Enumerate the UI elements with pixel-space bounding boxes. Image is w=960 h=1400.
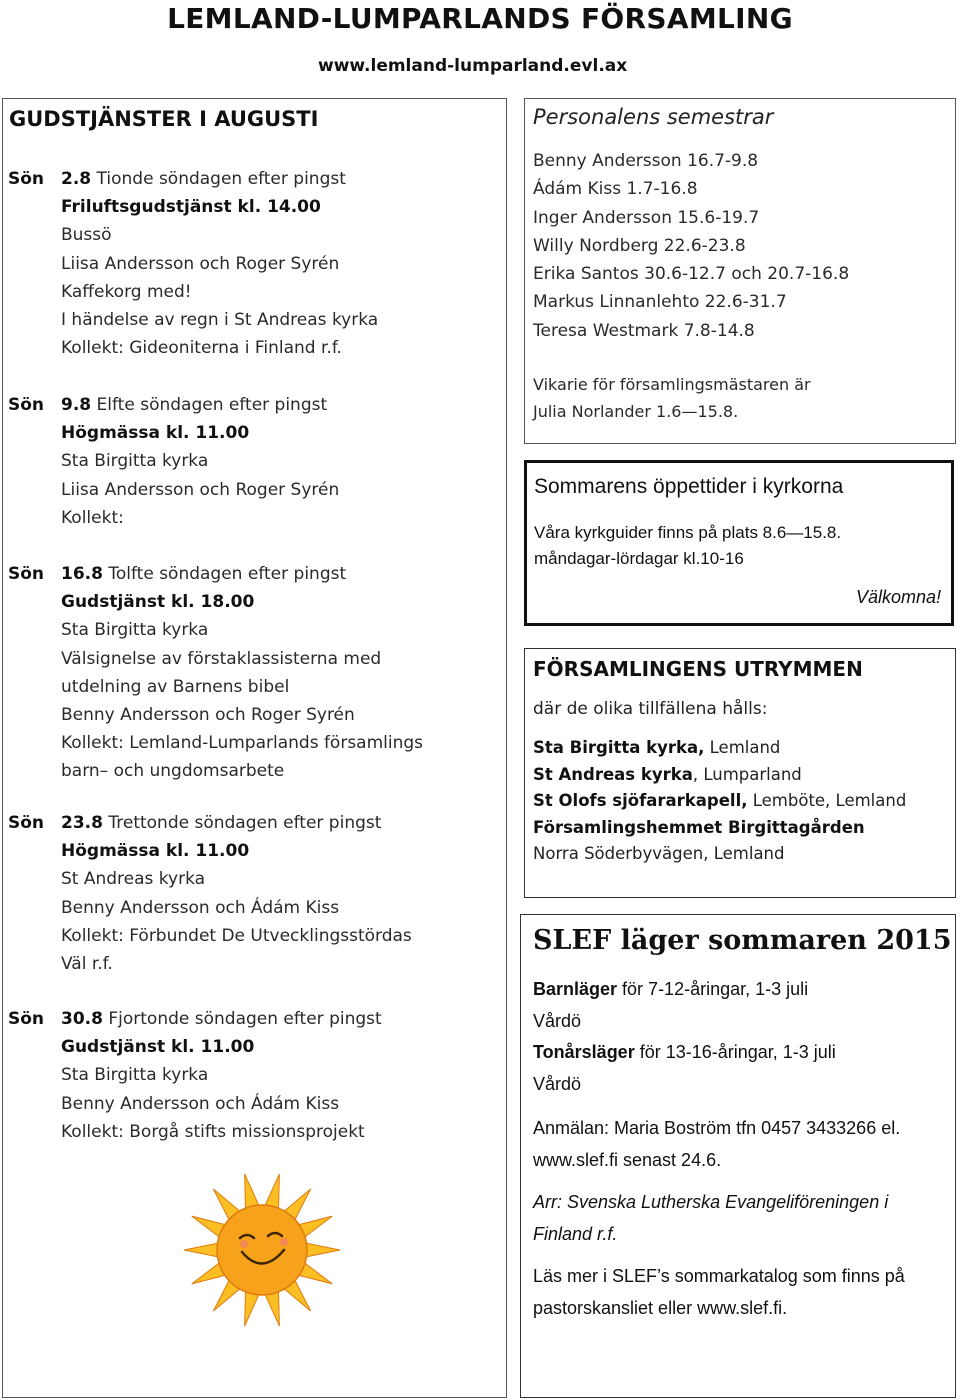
service-heading: Högmässa kl. 11.00	[61, 841, 250, 862]
service-day: Sön	[8, 564, 45, 584]
service-heading: Gudstjänst kl. 11.00	[61, 1037, 255, 1058]
welcome-text: Välkomna!	[855, 587, 941, 607]
camp-place: Vårdö	[533, 1011, 582, 1031]
service-line: Sta Birgitta kyrka	[61, 1065, 209, 1086]
list-item: Willy Nordberg 22.6-23.8	[533, 235, 746, 256]
place-name: St Andreas kyrka	[533, 764, 693, 784]
service-line: Liisa Andersson och Roger Syrén	[61, 479, 340, 500]
list-item: Erika Santos 30.6-12.7 och 20.7-16.8	[533, 264, 850, 285]
service-entry	[8, 809, 503, 978]
substitute-line: Vikarie för församlingsmästaren är	[533, 375, 811, 394]
service-line: Benny Andersson och Roger Syrén	[61, 704, 355, 725]
place-name: Församlingshemmet Birgittagården	[533, 817, 865, 837]
list-item: Teresa Westmark 7.8-14.8	[533, 320, 755, 341]
camp-desc: för 7-12-åringar, 1-3 juli	[617, 979, 809, 999]
service-line: Kaffekorg med!	[61, 281, 192, 302]
service-date: 9.8	[61, 395, 92, 415]
place-location: Lemland	[704, 738, 781, 757]
service-day: Sön	[8, 813, 45, 833]
website-url[interactable]: www.lemland-lumparland.evl.ax	[318, 56, 628, 76]
place-name: St Olofs sjöfararkapell,	[533, 791, 748, 810]
organizer-line: Arr: Svenska Lutherska Evangeliföreningen i	[533, 1192, 889, 1212]
service-entry	[8, 165, 503, 362]
substitute-line: Julia Norlander 1.6—15.8.	[533, 402, 739, 421]
list-item: Inger Andersson 15.6-19.7	[533, 207, 760, 228]
list-item	[533, 762, 906, 789]
signup-line: Anmälan: Maria Boström tfn 0457 3433266 el.	[533, 1118, 901, 1138]
list-item	[533, 788, 906, 815]
service-line: Välsignelse av förstaklassisterna med	[61, 648, 382, 669]
service-line: barn– och ungdomsarbete	[61, 761, 285, 782]
service-entry	[8, 560, 503, 786]
list-item: Markus Linnanlehto 22.6-31.7	[533, 292, 787, 313]
service-date: 2.8	[61, 169, 92, 189]
camp-line	[533, 979, 808, 1000]
service-date: 30.8	[61, 1009, 103, 1029]
staff-vacations-panel	[524, 98, 956, 444]
sun-ray	[184, 1243, 219, 1257]
staff-vacations-list	[533, 147, 849, 345]
premises-panel	[524, 648, 956, 898]
service-line: Bussö	[61, 225, 112, 246]
service-line: Väl r.f.	[61, 953, 113, 974]
list-item	[533, 815, 906, 842]
service-date: 23.8	[61, 813, 103, 833]
service-day: Sön	[8, 395, 45, 415]
service-line: I händelse av regn i St Andreas kyrka	[61, 309, 379, 330]
smiling-sun-icon	[180, 1168, 345, 1333]
summer-hours-panel	[524, 460, 954, 626]
camp-name: Barnläger	[533, 979, 618, 999]
service-line: Kollekt: Lemland-Lumparlands församlings	[61, 733, 424, 754]
premises-title: FÖRSAMLINGENS UTRYMMEN	[533, 657, 863, 681]
service-occasion: Tionde söndagen efter pingst	[96, 169, 346, 189]
summer-hours-title: Sommarens öppettider i kyrkorna	[534, 475, 844, 498]
camp-line	[533, 1042, 836, 1063]
service-heading: Friluftsgudstjänst kl. 14.00	[61, 197, 321, 218]
sun-ray	[245, 1174, 260, 1209]
camp-place: Vårdö	[533, 1074, 582, 1094]
service-date: 16.8	[61, 564, 103, 584]
service-line: Benny Andersson och Ádám Kiss	[61, 897, 340, 918]
slef-camps-panel	[520, 914, 956, 1398]
service-line: Sta Birgitta kyrka	[61, 451, 209, 472]
page-title: LEMLAND-LUMPARLANDS FÖRSAMLING	[167, 2, 793, 35]
more-info-link[interactable]: pastorskansliet eller www.slef.fi.	[533, 1298, 788, 1318]
service-heading: Högmässa kl. 11.00	[61, 423, 250, 444]
summer-hours-line: Våra kyrkguider finns på plats 8.6—15.8.	[534, 523, 842, 542]
service-day: Sön	[8, 1009, 45, 1029]
services-title: GUDSTJÄNSTER I AUGUSTI	[9, 107, 319, 131]
address: Norra Söderbyvägen, Lemland	[533, 844, 785, 863]
camp-name: Tonårsläger	[533, 1042, 635, 1062]
service-day: Sön	[8, 169, 45, 189]
sun-ray	[265, 1291, 280, 1326]
summer-hours-line: måndagar-lördagar kl.10-16	[534, 549, 744, 568]
signup-link[interactable]: www.slef.fi senast 24.6.	[533, 1150, 722, 1170]
service-entry	[8, 1005, 503, 1146]
sun-ray	[265, 1174, 280, 1209]
camp-desc: för 13-16-åringar, 1-3 juli	[634, 1042, 836, 1062]
service-line: St Andreas kyrka	[61, 869, 206, 890]
service-occasion: Fjortonde söndagen efter pingst	[108, 1009, 382, 1029]
more-info-line: Läs mer i SLEF’s sommarkatalog som finns på	[533, 1266, 905, 1286]
sun-ray	[245, 1291, 260, 1326]
service-line: Sta Birgitta kyrka	[61, 620, 209, 641]
list-item: Ádám Kiss 1.7-16.8	[533, 179, 698, 200]
list-item: Benny Andersson 16.7-9.8	[533, 151, 759, 171]
premises-list	[533, 735, 906, 868]
service-line: Kollekt:	[61, 507, 124, 528]
list-item	[533, 735, 906, 762]
service-heading: Gudstjänst kl. 18.00	[61, 592, 255, 613]
substitute-note	[533, 371, 811, 425]
organizer-line: Finland r.f.	[533, 1224, 618, 1244]
service-line: Liisa Andersson och Roger Syrén	[61, 253, 340, 274]
place-location: Lemböte, Lemland	[747, 791, 907, 810]
service-occasion: Trettonde söndagen efter pingst	[108, 813, 382, 833]
service-line: Kollekt: Förbundet De Utvecklingsstördas	[61, 925, 412, 946]
service-line: utdelning av Barnens bibel	[61, 676, 290, 697]
premises-subtitle: där de olika tillfällena hålls:	[533, 699, 768, 719]
service-entry	[8, 391, 503, 532]
place-name: Sta Birgitta kyrka,	[533, 738, 705, 757]
service-occasion: Tolfte söndagen efter pingst	[108, 564, 347, 584]
service-line: Kollekt: Gideoniterna i Finland r.f.	[61, 338, 342, 359]
slef-title: SLEF läger sommaren 2015	[533, 925, 952, 956]
service-line: Kollekt: Borgå stifts missionsprojekt	[61, 1121, 365, 1142]
sun-ray	[305, 1243, 340, 1257]
place-location: , Lumparland	[692, 764, 802, 784]
service-line: Benny Andersson och Ádám Kiss	[61, 1093, 340, 1114]
staff-vacations-title: Personalens semestrar	[533, 105, 774, 129]
service-occasion: Elfte söndagen efter pingst	[96, 395, 328, 415]
